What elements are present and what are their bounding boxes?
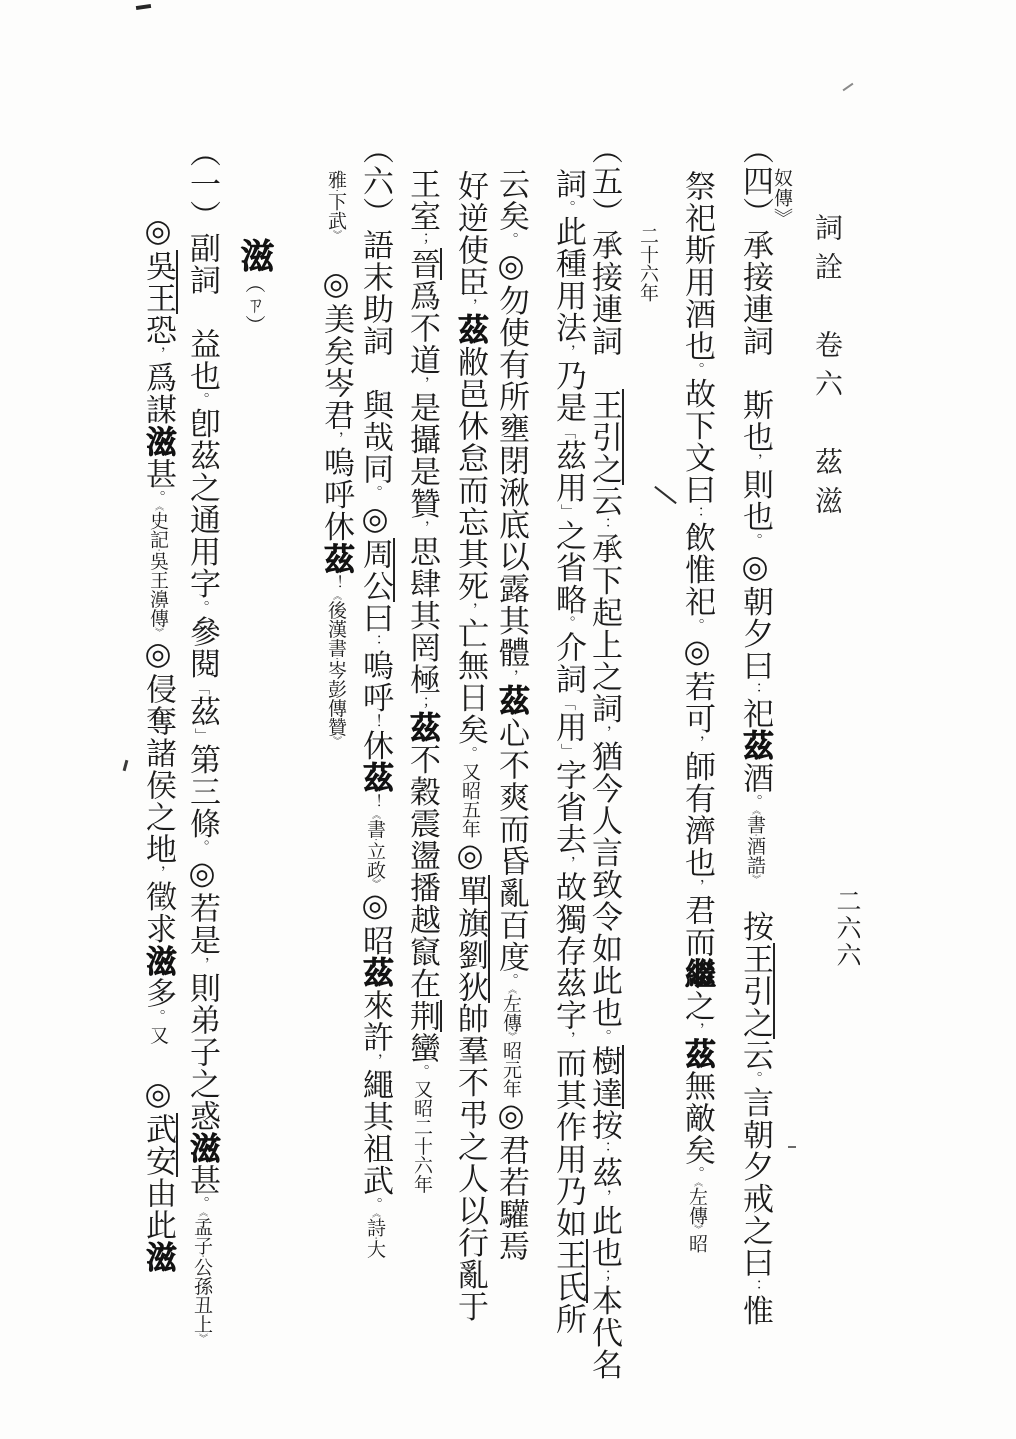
segment-text: 無敵矣。	[679, 1070, 715, 1183]
segment-cite: 二十六年	[637, 226, 659, 302]
section-5-column-4	[450, 170, 490, 1323]
segment-cite: 又昭二十六年	[411, 1079, 433, 1194]
segment-cite: 雅·下武》	[325, 170, 347, 235]
segment-cite: 又	[147, 1025, 169, 1045]
segment-cite: 《後漢書·岑彭傳贊》	[325, 591, 347, 746]
ink-mark	[654, 486, 677, 504]
segment-text: 甚。	[140, 457, 176, 506]
segment-text: ！	[327, 575, 345, 592]
segment-term: 茲	[737, 729, 773, 762]
ink-mark	[123, 760, 129, 771]
segment-text: 曰：嗚呼！休	[357, 601, 393, 762]
segment-text: 多。	[140, 977, 176, 1026]
segment-text: ◎昭	[357, 887, 393, 957]
segment-text: （五）承接連詞	[586, 133, 622, 357]
segment-text: 酒。	[737, 761, 773, 810]
segment-proper: 武安	[140, 1113, 176, 1178]
segment-text: 甚。	[184, 1164, 220, 1213]
entry-1-column-2	[138, 213, 178, 1273]
segment-text: ◎	[140, 213, 176, 250]
segment-cite: 《左傳》昭	[686, 1182, 708, 1253]
segment-text: 帥羣不弔之人以行亂于	[452, 1002, 488, 1323]
segment-text: 恐，爲謀	[140, 314, 176, 426]
segment-text: ◎侵奪諸侯之地，徵求	[140, 636, 176, 946]
section-5-column-3	[491, 168, 531, 1262]
section-4-column-1	[735, 133, 775, 1326]
segment-proper: 周公	[357, 537, 393, 602]
segment-proper: 單旗	[452, 874, 488, 939]
segment-cite: 《孟子·公孫丑上》	[191, 1212, 213, 1343]
segment-text: 蠻。	[404, 1031, 440, 1080]
segment-text: 王室；	[404, 168, 440, 248]
segment-cite: 《左傳》昭元年	[500, 988, 522, 1098]
segment-term: 茲	[357, 956, 393, 989]
segment-proper: 劉狄	[452, 938, 488, 1003]
segment-text: ◎君若驩焉	[493, 1097, 529, 1263]
section-6-column-1	[355, 133, 395, 1258]
segment-term: 繼	[679, 958, 715, 991]
segment-term: 滋	[140, 425, 176, 458]
ink-mark	[843, 83, 854, 92]
segment-term: 茲	[318, 543, 354, 576]
segment-text: 來許，繩其祖武。	[357, 988, 393, 1213]
segment-proper: 樹達	[586, 1044, 622, 1109]
segment-term: 茲	[404, 711, 440, 744]
segment-term: 滋	[140, 1241, 176, 1274]
segment-text: 敝邑休怠而忘其死，亡無日矣。	[452, 345, 488, 762]
segment-proper: 王引之	[737, 942, 773, 1039]
entry-headword	[234, 238, 274, 336]
page-number: 二六六	[833, 888, 862, 969]
segment-text: 由此	[140, 1177, 176, 1242]
segment-text: 祭祀斯用酒也。故下文曰：飲惟祀。◎若可，師有濟也，君而	[679, 170, 715, 959]
segment-term: 茲	[679, 1038, 715, 1071]
ink-mark	[136, 4, 151, 10]
section-5-column-2	[548, 168, 588, 1335]
carryover-citation: 奴傳》	[771, 168, 793, 228]
segment-text: 爲不道，是攝是贊，思肆其罔極；	[404, 279, 440, 712]
segment-text: 好逆使臣，	[452, 170, 488, 314]
segment-text: 按	[737, 910, 773, 943]
segment-cite: 又昭五年	[459, 761, 481, 838]
segment-term: 滋	[140, 945, 176, 978]
segment-proper: 晉	[404, 247, 440, 280]
segment-term: 茲	[357, 761, 393, 794]
segment-proper: 荆	[404, 999, 440, 1032]
section-4-citation-continuation	[628, 226, 668, 302]
segment-text: 心不爽而昏亂百度。	[493, 716, 529, 989]
segment-proper: 王氏	[550, 1239, 586, 1304]
ink-mark	[788, 1146, 796, 1148]
segment-text: 云。言朝夕戒之曰：惟	[737, 1038, 773, 1327]
segment-term: 滋	[184, 1132, 220, 1165]
segment-text: 不穀震盪播越竄在	[404, 743, 440, 1000]
entry-1-column-1	[182, 136, 222, 1343]
segment-cite: 《詩·大	[364, 1212, 386, 1258]
section-4-column-2	[677, 170, 717, 1253]
running-head: 詞詮 卷六 茲滋	[811, 213, 844, 525]
section-6-column-2	[316, 170, 356, 745]
segment-text: 云：承下起上之詞，猶今人言致令如此也。	[586, 485, 622, 1045]
segment-text: 之，	[679, 990, 715, 1039]
segment-cite: 《書·酒誥》	[744, 809, 766, 879]
segment-proper: 王引之	[586, 389, 622, 485]
segment-text: ◎	[452, 837, 488, 875]
segment-cite: 《史記·吳王濞傳》	[147, 505, 169, 637]
segment-term: 茲	[452, 313, 488, 346]
segment-cite: 《書·立政》	[364, 809, 386, 888]
segment-text: （四）承接連詞 斯也，則也。◎朝夕曰：祀	[737, 133, 773, 730]
segment-text: 云矣。◎勿使有所壅閉湫底以露其體，	[493, 168, 529, 685]
segment-proper: 吳王	[140, 250, 176, 314]
segment-text: ！	[366, 793, 384, 810]
segment-text: 按：茲，此也；本代名	[586, 1108, 622, 1381]
segment-text: 所	[550, 1303, 586, 1336]
segment-text: 詞。此種用法，乃是「茲用」之省略。介詞「用」字省去，故獨存茲字，而其作用乃如	[550, 168, 586, 1240]
segment-pron: （ㄗ）	[242, 273, 266, 336]
segment-term: 茲	[493, 684, 529, 717]
segment-text: ◎	[140, 1076, 176, 1114]
section-5-column-5	[402, 168, 442, 1193]
segment-text: （一）副詞 益也。卽茲之通用字。參閱「茲」第三條。◎若是，則弟子之惑	[184, 136, 220, 1133]
segment-text: （六）語末助詞 與哉同。◎	[357, 133, 393, 538]
segment-headword: 滋	[234, 238, 274, 273]
section-5-column-1	[584, 133, 624, 1380]
segment-text: ◎美矣岑君，嗚呼休	[318, 266, 354, 544]
